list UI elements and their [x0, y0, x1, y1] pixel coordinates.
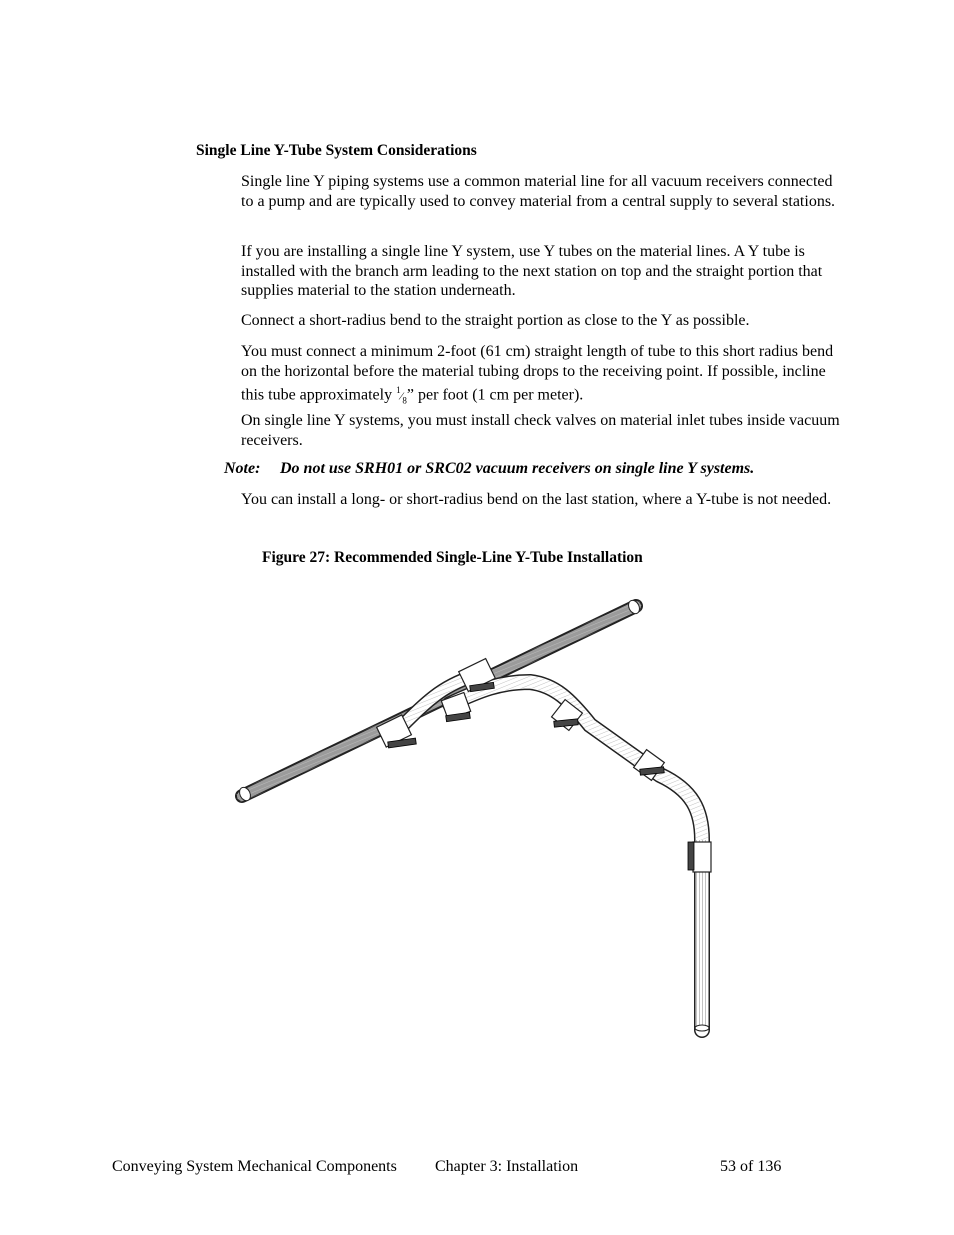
note-text: Do not use SRH01 or SRC02 vacuum receivers on single line Y systems. — [280, 460, 755, 477]
note-label: Note: — [224, 460, 261, 477]
incline-text-after: ” per foot (1 cm per meter). — [406, 386, 584, 404]
incline-text-before: You must connect a minimum 2-foot (61 cm) straight length of tube to this short radius bend on the horizontal before the material tubing drops to the receiving point. If possible, incline this tube approximately — [241, 343, 834, 404]
section-heading: Single Line Y-Tube System Considerations — [196, 142, 477, 159]
y-tube-installation-illustration — [230, 590, 730, 1040]
paragraph-last-station: You can install a long- or short-radius bend on the last station, where a Y-tube is not needed. — [241, 491, 832, 508]
fraction-separator: ⁄ — [400, 390, 403, 403]
figure-caption: Figure 27: Recommended Single-Line Y-Tube Installation — [262, 549, 643, 566]
paragraph-y-tubes: If you are installing a single line Y system, use Y tubes on the material lines. A Y tube is installed with the branch arm leading to the next station on top and the straight portion that supplies material to the station underneath. — [241, 243, 823, 300]
footer-doc-title: Conveying System Mechanical Components — [112, 1158, 397, 1175]
paragraph-check-valves: On single line Y systems, you must install check valves on material inlet tubes inside vacuum receivers. — [241, 412, 840, 449]
footer-chapter: Chapter 3: Installation — [435, 1158, 579, 1175]
footer-page-number: 53 of 136 — [720, 1158, 782, 1175]
fraction-numerator: 1 — [396, 385, 401, 396]
note — [224, 460, 754, 478]
fraction-denominator: 8 — [402, 395, 407, 406]
paragraph-intro: Single line Y piping systems use a common material line for all vacuum receivers connected to a pump and are typically used to convey material from a central supply to several stations. — [241, 173, 836, 210]
paragraph-incline — [241, 342, 845, 411]
paragraph-short-radius-bend: Connect a short-radius bend to the straight portion as close to the Y as possible. — [241, 312, 750, 329]
horizontal-run-tube — [450, 682, 709, 1031]
